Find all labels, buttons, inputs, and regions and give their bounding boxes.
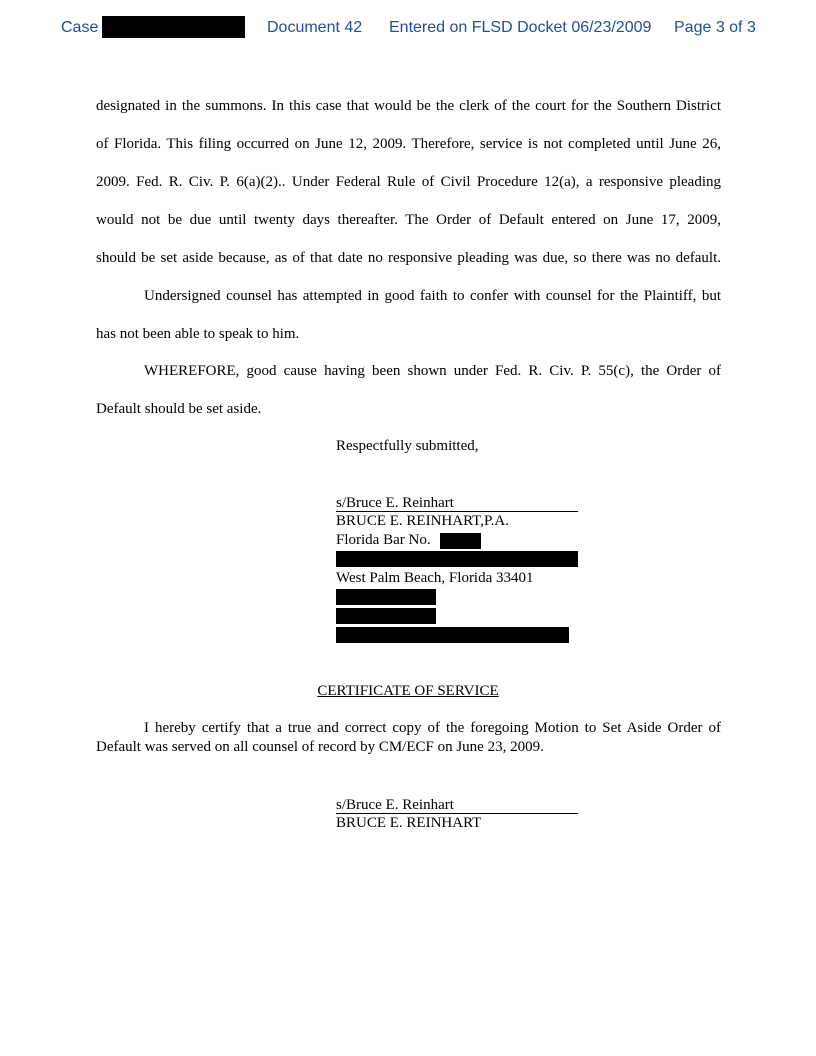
body-line: would not be due until twenty days thereafter. The Order of Default entered on June 17, 2009, [96,212,721,228]
certificate-line: I hereby certify that a true and correct copy of the foregoing Motion to Set Aside Order of [144,720,721,736]
page-number: Page 3 of 3 [674,19,756,36]
bar-number-label: Florida Bar No. [336,532,431,548]
closing: Respectfully submitted, [336,438,479,454]
redaction-bar-number [440,533,481,549]
conferral-line: Undersigned counsel has attempted in good faith to confer with counsel for the Plaintiff, but [144,288,721,304]
redaction-case-number [102,16,245,38]
redaction-fax [336,608,436,624]
body-line: designated in the summons. In this case that would be the clerk of the court for the Southern District [96,98,721,114]
redaction-phone [336,589,436,605]
certificate-signature: s/Bruce E. Reinhart [336,797,454,813]
city-state-zip: West Palm Beach, Florida 33401 [336,570,534,586]
document-number: Document 42 [267,19,363,36]
firm-name: BRUCE E. REINHART,P.A. [336,513,509,529]
electronic-signature: s/Bruce E. Reinhart [336,495,454,511]
case-label: Case [61,19,99,36]
certificate-signer-name: BRUCE E. REINHART [336,815,482,831]
certificate-line: Default was served on all counsel of record by CM/ECF on June 23, 2009. [96,739,544,755]
redaction-email [336,627,569,643]
wherefore-line: WHEREFORE, good cause having been shown under Fed. R. Civ. P. 55(c), the Order of [144,363,721,379]
body-line: 2009. Fed. R. Civ. P. 6(a)(2).. Under Federal Rule of Civil Procedure 12(a), a responsive pleading [96,174,721,190]
redaction-address [336,551,578,567]
docket-entry-date: Entered on FLSD Docket 06/23/2009 [389,19,652,36]
certificate-title: CERTIFICATE OF SERVICE [317,683,499,699]
body-line: of Florida. This filing occurred on June 12, 2009. Therefore, service is not completed until June 26, [96,136,721,152]
conferral-line: has not been able to speak to him. [96,326,300,342]
wherefore-line: Default should be set aside. [96,401,262,417]
body-line: should be set aside because, as of that date no responsive pleading was due, so there was no default. [96,250,721,266]
